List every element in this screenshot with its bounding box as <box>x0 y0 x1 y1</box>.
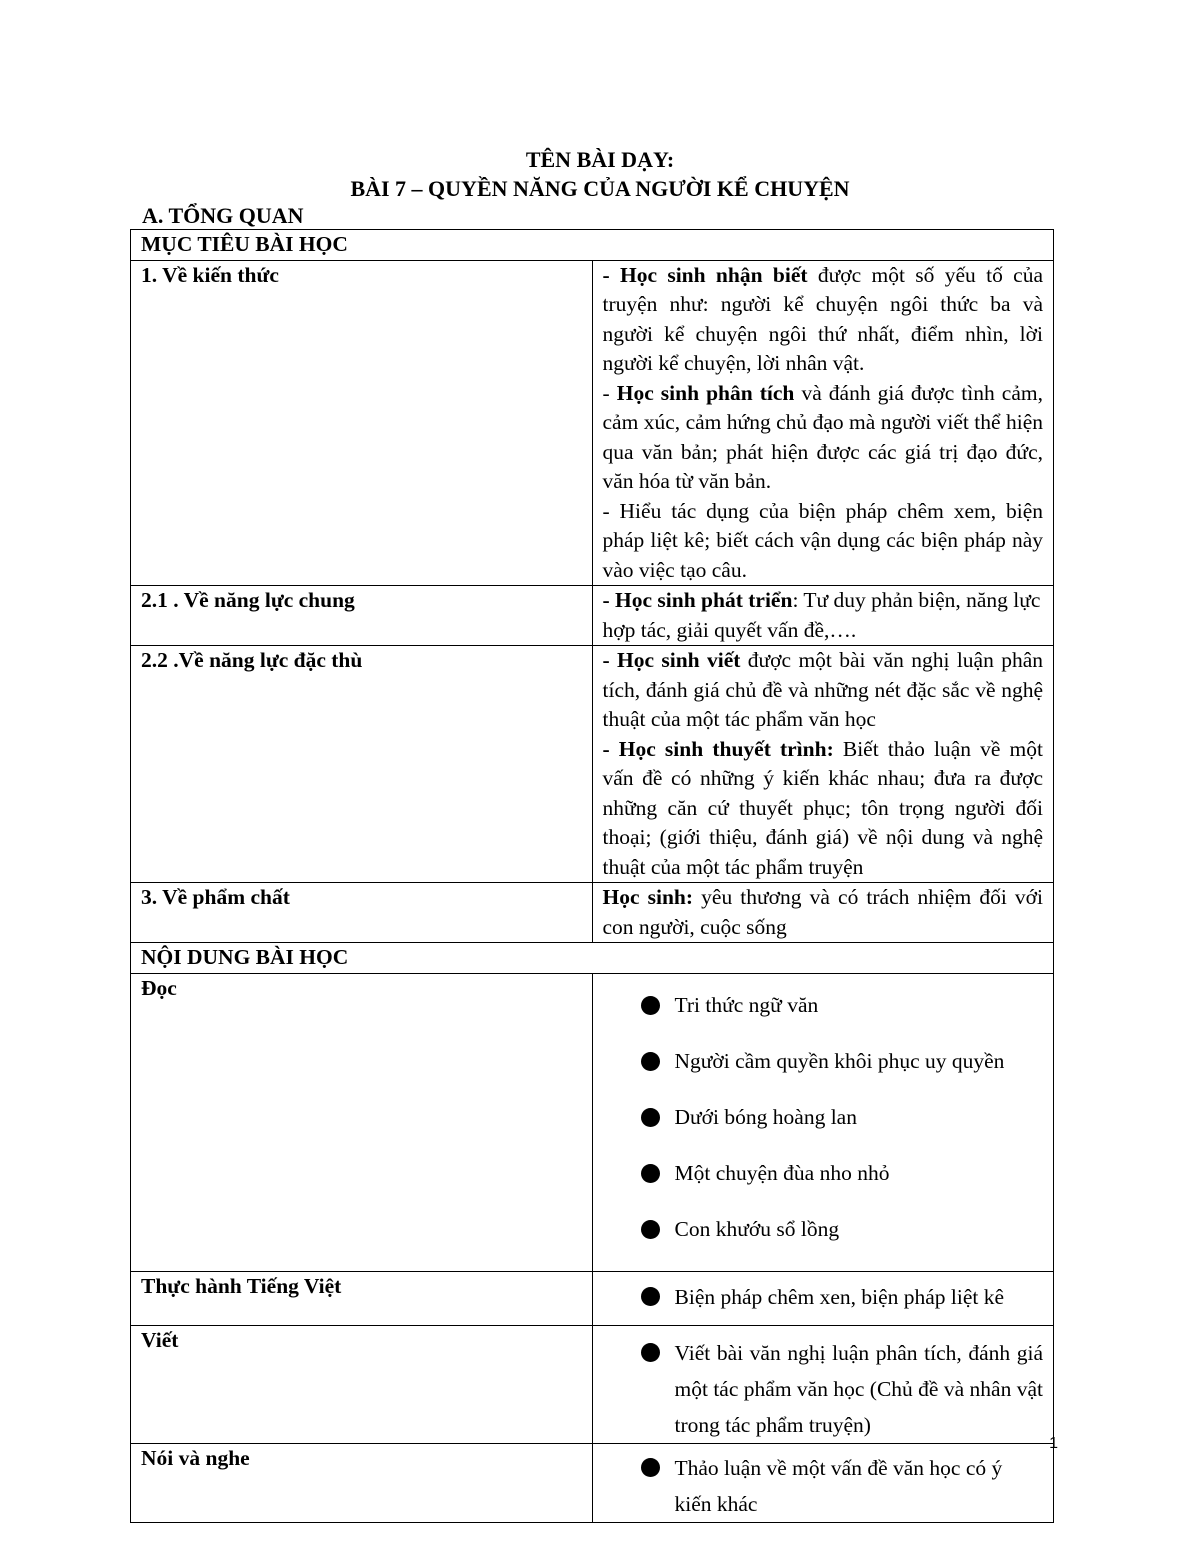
general-competence-content <box>592 586 1054 646</box>
page-number: 1 <box>1049 1435 1058 1452</box>
specific-p1-bold: - Học sinh viết <box>602 648 741 672</box>
section-a-heading: A. TỔNG QUAN <box>142 203 304 228</box>
list-item: Tri thức ngữ văn <box>641 991 1044 1020</box>
document-title-label: TÊN BÀI DẠY: <box>525 147 675 172</box>
list-item: Một chuyện đùa nho nhỏ <box>641 1159 1044 1188</box>
specific-p2-text: Biết thảo luận về một vấn đề có những ý kiến khác nhau; đưa ra được những căn cứ thuyết phục; tôn trọng người đối thoại; (giới thiệu, đánh giá) về nội dung và nghệ thuật của một tác phẩm truyện <box>602 736 1043 879</box>
practice-row <box>131 1271 1054 1325</box>
content-header-row <box>131 943 1054 974</box>
quality-content <box>592 883 1054 943</box>
list-item: Con khướu sổ lồng <box>641 1215 1044 1244</box>
list-item: Biện pháp chêm xen, biện pháp liệt kê <box>641 1279 1044 1315</box>
knowledge-p2-bold: Học sinh phân tích <box>616 380 795 405</box>
general-competence-row <box>131 586 1054 646</box>
speaking-content <box>592 1443 1054 1522</box>
objectives-header-row <box>131 230 1054 261</box>
quality-text: yêu thương và có trách nhiệm đối với con người, cuộc sống <box>602 885 1044 939</box>
knowledge-p1-bold: - Học sinh nhận biết <box>602 262 808 287</box>
knowledge-label: 1. Về kiến thức <box>131 260 593 586</box>
knowledge-content <box>592 260 1054 586</box>
general-competence-text: : Tư duy phản biện, năng lực hợp tác, giải quyết vấn đề,…. <box>602 588 1041 642</box>
writing-row <box>131 1325 1054 1443</box>
list-item: Thảo luận về một vấn đề văn học có ý kiến khác <box>641 1450 1044 1522</box>
lesson-title: BÀI 7 – QUYỀN NĂNG CỦA NGƯỜI KỂ CHUYỆN <box>350 176 850 201</box>
speaking-label: Nói và nghe <box>131 1443 593 1522</box>
general-competence-bold: - Học sinh phát triển <box>602 588 793 612</box>
list-item: Dưới bóng hoàng lan <box>641 1103 1044 1132</box>
reading-label: Đọc <box>131 973 593 1271</box>
reading-list <box>603 991 1044 1244</box>
knowledge-p2-text: và đánh giá được tình cảm, cảm xúc, cảm hứng chủ đạo mà người viết thể hiện qua văn bản; phát hiện được các giá trị đạo đức, văn hóa từ văn bản. <box>602 380 1043 493</box>
specific-p2-bold: - Học sinh thuyết trình: <box>602 736 834 761</box>
objectives-header: MỤC TIÊU BÀI HỌC <box>131 230 1054 261</box>
speaking-row <box>131 1443 1054 1522</box>
list-item: Người cầm quyền khôi phục uy quyền <box>641 1047 1044 1076</box>
specific-competence-content <box>592 646 1054 883</box>
specific-p1-text: được một bài văn nghị luận phân tích, đánh giá chủ đề và những nét đặc sắc về nghệ thuật của một tác phẩm văn học <box>602 648 1043 731</box>
knowledge-p2-dash: - <box>602 380 617 405</box>
reading-row <box>131 973 1054 1271</box>
lesson-plan-table <box>130 229 1054 1523</box>
knowledge-row <box>131 260 1054 586</box>
list-item: Viết bài văn nghị luận phân tích, đánh giá một tác phẩm văn học (Chủ đề và nhân vật trong tác phẩm truyện) <box>641 1335 1044 1443</box>
content-header: NỘI DUNG BÀI HỌC <box>131 943 1054 974</box>
quality-row <box>131 883 1054 943</box>
specific-competence-label: 2.2 .Về năng lực đặc thù <box>131 646 593 883</box>
knowledge-p1-text: được một số yếu tố của truyện như: người kể chuyện ngôi thức ba và người kể chuyện ngôi thứ nhất, điểm nhìn, lời người kể chuyện, lời nhân vật. <box>602 262 1044 375</box>
writing-label: Viết <box>131 1325 593 1443</box>
knowledge-p3-text: - Hiểu tác dụng của biện pháp chêm xem, biện pháp liệt kê; biết cách vận dụng các biện pháp này vào việc tạo câu. <box>602 498 1043 582</box>
speaking-list <box>603 1450 1044 1522</box>
practice-label: Thực hành Tiếng Việt <box>131 1271 593 1325</box>
specific-competence-row <box>131 646 1054 883</box>
writing-content <box>592 1325 1054 1443</box>
practice-list <box>603 1279 1044 1315</box>
general-competence-label: 2.1 . Về năng lực chung <box>131 586 593 646</box>
reading-content <box>592 973 1054 1271</box>
quality-label: 3. Về phẩm chất <box>131 883 593 943</box>
practice-content <box>592 1271 1054 1325</box>
quality-bold: Học sinh: <box>602 885 694 909</box>
writing-list <box>603 1335 1044 1443</box>
